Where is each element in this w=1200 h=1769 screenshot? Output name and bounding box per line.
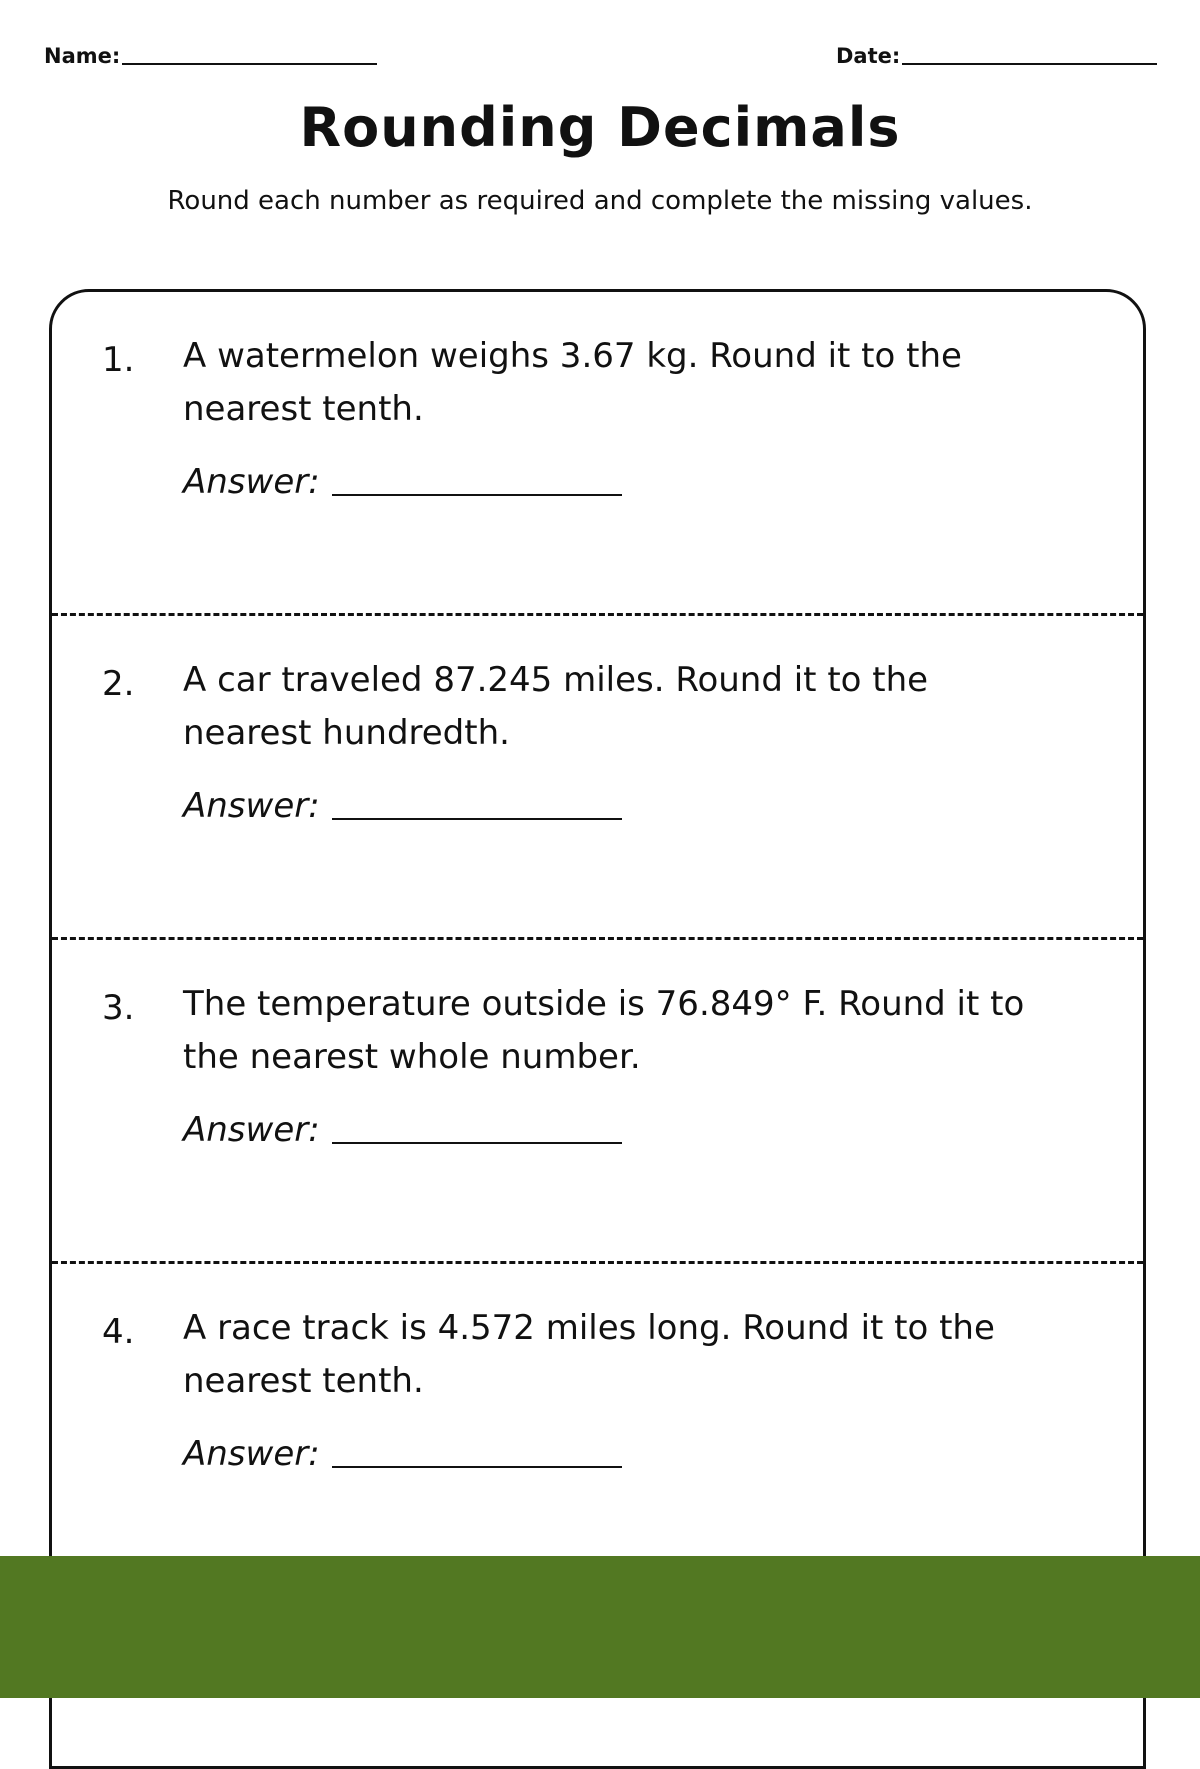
question-text: A watermelon weighs 3.67 kg. Round it to the nearest tenth. [183,336,962,429]
answer-label: Answer: [183,786,320,826]
page-title: Rounding Decimals [299,96,901,159]
question-2 [52,616,1143,940]
answer-input-line[interactable] [332,494,622,496]
answer-input-line[interactable] [332,818,622,820]
name-label: Name: [44,44,121,68]
question-number: 1. [102,340,135,380]
answer-row[interactable] [183,1434,622,1474]
answer-input-line[interactable] [332,1142,622,1144]
answer-label: Answer: [183,462,320,502]
date-field[interactable] [836,44,1157,68]
date-label: Date: [836,44,901,68]
footer-bar [0,1556,1200,1698]
question-text: A race track is 4.572 miles long. Round it to the nearest tenth. [183,1308,995,1401]
answer-row[interactable] [183,462,622,502]
question-4 [52,1264,1143,1588]
answer-input-line[interactable] [332,1466,622,1468]
worksheet-box [49,289,1146,1769]
question-number: 2. [102,664,135,704]
question-number: 4. [102,1312,135,1352]
question-1 [52,292,1143,616]
answer-label: Answer: [183,1110,320,1150]
question-text: A car traveled 87.245 miles. Round it to the nearest hundredth. [183,660,929,753]
question-3 [52,940,1143,1264]
answer-label: Answer: [183,1434,320,1474]
name-input-line[interactable] [122,63,377,65]
answer-row[interactable] [183,1110,622,1150]
date-input-line[interactable] [902,63,1157,65]
question-number: 3. [102,988,135,1028]
answer-row[interactable] [183,786,622,826]
name-field[interactable] [44,44,377,68]
question-text: The temperature outside is 76.849° F. Round it to the nearest whole number. [183,984,1025,1077]
instructions: Round each number as required and complete the missing values. [167,186,1033,216]
